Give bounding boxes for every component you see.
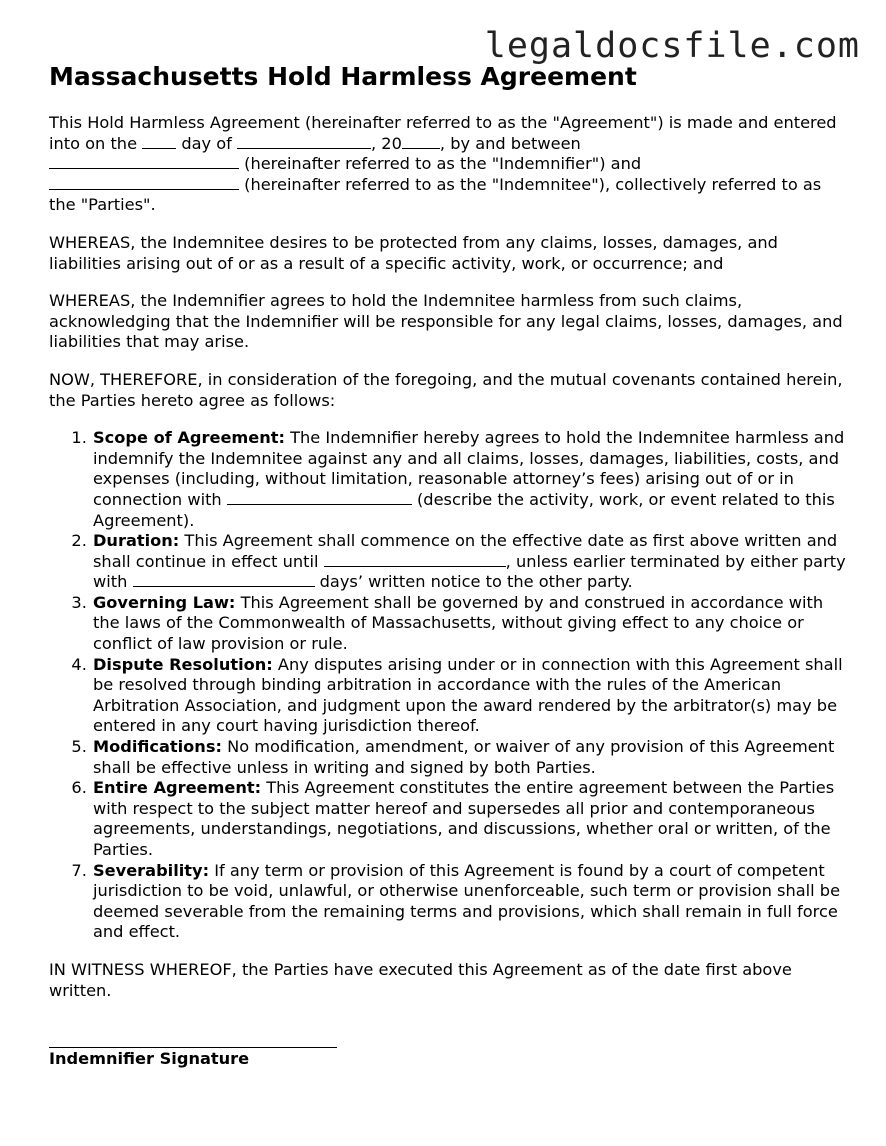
now-therefore-paragraph: NOW, THEREFORE, in consideration of the foregoing, and the mutual covenants contained herein, the Parties hereto agree as follows: xyxy=(49,369,843,410)
clause-text: days’ written notice to the other party. xyxy=(314,572,633,592)
day-blank[interactable] xyxy=(142,134,176,149)
month-blank[interactable] xyxy=(237,134,371,149)
clause-heading: Governing Law: xyxy=(93,592,236,612)
clause-text: This Agreement constitutes the entire agreement between the Parties with respect to the subject matter hereof and supersedes all prior and contemporaneous agreements, understandings, negotiations, and discussions, whether oral or written, of the Parties. xyxy=(93,778,835,859)
indemnifier-name-blank[interactable] xyxy=(49,154,239,169)
intro-text-6: (hereinafter referred to as the "Indemnitee"), collectively referred to as the "Parties". xyxy=(49,174,822,215)
clause-text: Any disputes arising under or in connection with this Agreement shall be resolved through binding arbitration in accordance with the rules of the American Arbitration Association, and judgment upon the award rendered by the arbitrator(s) may be entered in any court having jurisdiction thereof. xyxy=(93,654,843,736)
clause-duration xyxy=(92,531,849,593)
intro-text-1: This Hold Harmless Agreement (hereinafter referred to as the "Agreement") is made and entered into on the xyxy=(49,113,837,153)
signature-line[interactable] xyxy=(49,1027,337,1048)
clause-text: The Indemnifier hereby agrees to hold the Indemnitee harmless and indemnify the Indemnitee against any and all claims, losses, damages, liabilities, costs, and expenses (including, without limitation, reasonable attorney’s fees) arising out of or in connection with xyxy=(93,428,845,509)
document-page xyxy=(49,60,849,1070)
clause-modifications xyxy=(92,737,849,778)
intro-text-3: , 20 xyxy=(371,133,402,153)
clause-heading: Dispute Resolution: xyxy=(93,654,273,674)
end-date-blank[interactable] xyxy=(324,552,506,567)
watermark-text: legaldocsfile.com xyxy=(484,26,860,66)
clause-heading: Duration: xyxy=(93,531,180,551)
intro-text-4: , by and between xyxy=(439,133,581,153)
clause-text: This Agreement shall be governed by and construed in accordance with the laws of the Commonwealth of Massachusetts, without giving effect to any choice or conflict of law provision or rule. xyxy=(93,592,824,654)
whereas-paragraph-1: WHEREAS, the Indemnitee desires to be protected from any claims, losses, damages, and liabilities arising out of or as a result of a specific activity, work, or occurrence; and xyxy=(49,232,778,273)
clause-heading: Severability: xyxy=(93,860,210,880)
intro-text-5: (hereinafter referred to as the "Indemnifier") and xyxy=(239,154,642,174)
clause-entire-agreement xyxy=(92,778,849,860)
intro-text-2: day of xyxy=(176,133,238,153)
signature-label: Indemnifier Signature xyxy=(49,1049,250,1069)
clause-heading: Entire Agreement: xyxy=(93,778,262,798)
clause-scope xyxy=(92,428,849,531)
clause-heading: Modifications: xyxy=(93,737,222,757)
witness-paragraph: IN WITNESS WHEREOF, the Parties have executed this Agreement as of the date first above written. xyxy=(49,959,792,1000)
document-title: Massachusetts Hold Harmless Agreement xyxy=(49,62,637,91)
clause-dispute-resolution xyxy=(92,655,849,737)
activity-blank[interactable] xyxy=(227,490,412,505)
clause-text: If any term or provision of this Agreement is found by a court of competent jurisdiction to be void, unlawful, or otherwise unenforceable, such term or provision shall be deemed severable from the remaining terms and provisions, which shall remain in full force and effect. xyxy=(93,860,841,942)
intro-paragraph xyxy=(49,113,849,216)
indemnitee-name-blank[interactable] xyxy=(49,175,239,190)
clause-severability xyxy=(92,861,849,943)
year-blank[interactable] xyxy=(402,134,440,149)
clause-text: This Agreement shall commence on the effective date as first above written and shall continue in effect until xyxy=(93,531,838,571)
clause-text: (describe the activity, work, or event related to this Agreement). xyxy=(93,489,835,530)
notice-days-blank[interactable] xyxy=(133,572,315,587)
clauses-list xyxy=(49,428,849,943)
whereas-paragraph-2: WHEREAS, the Indemnifier agrees to hold the Indemnitee harmless from such claims, acknowledging that the Indemnifier will be responsible for any legal claims, losses, damages, and liabilities that may arise. xyxy=(49,291,843,352)
clause-governing-law xyxy=(92,593,849,655)
clause-text: , unless earlier terminated by either party with xyxy=(93,551,846,592)
clause-heading: Scope of Agreement: xyxy=(93,428,286,448)
clause-text: No modification, amendment, or waiver of any provision of this Agreement shall be effective unless in writing and signed by both Parties. xyxy=(93,737,835,777)
